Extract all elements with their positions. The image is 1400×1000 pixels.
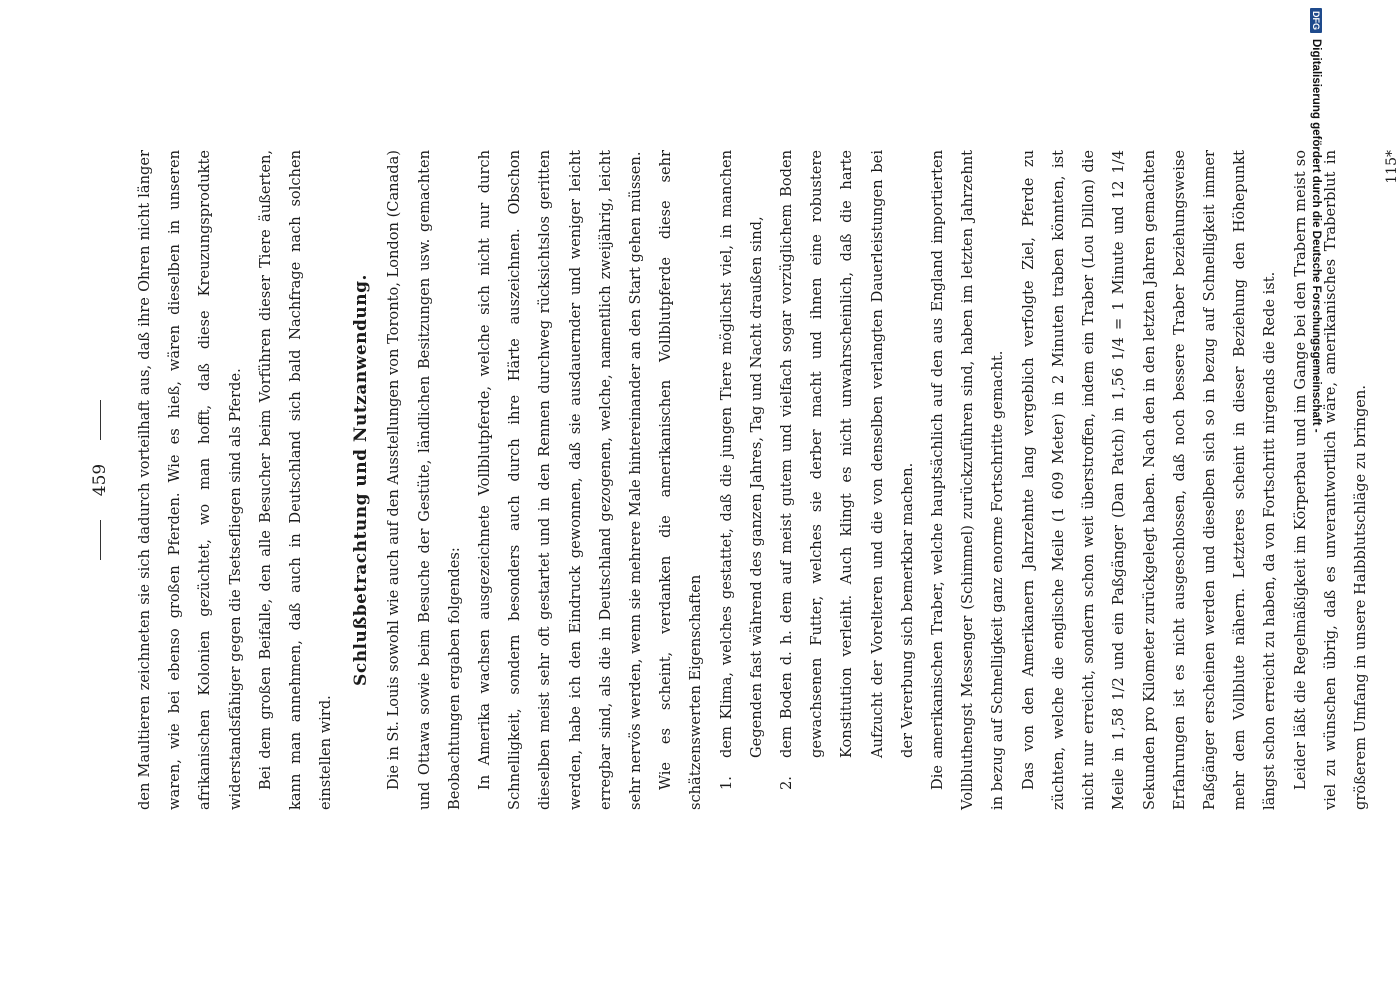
- section-heading: Schlußbetrachtung und Nutzanwendung.: [351, 274, 372, 686]
- list-item: [712, 150, 772, 810]
- page-header: [90, 150, 110, 810]
- credit-text: Digitalisierung gefördert durch die Deutsche Forschungsgemeinschaft -: [1310, 39, 1322, 433]
- header-dash-right: [100, 400, 101, 440]
- paragraph: In Amerika wachsen ausgezeichnete Vollblutpferde, welche sich nicht nur durch Schnelligkeit, sondern besonders auch durch ihre Härte auszeichnen. Obschon dieselben meist sehr oft gestartet und in den Rennen durchweg rücksichtslos geritten werden, habe ich den Eindruck gewonnen, daß sie ausdauernder und weniger leicht erregbar sind, als die in Deutschland gezogenen, welche, namentlich zweijährig, leicht sehr nervös werden, wenn sie mehrere Male hintereinander an den Start gehen müssen.: [476, 150, 645, 810]
- paragraph: Bei dem großen Beifalle, den alle Besucher beim Vorführen dieser Tiere äußerten, kann man annehmen, daß auch in Deutschland sich bald Nachfrage nach solchen einstellen wird.: [256, 150, 335, 810]
- list-item-text: dem Klima, welches gestattet, daß die jungen Tiere möglichst viel, in manchen Gegenden fast während des ganzen Jahres, Tag und Nacht draußen sind,: [717, 150, 765, 758]
- list-item-number: 2.: [778, 776, 796, 790]
- digitization-credit: [1310, 8, 1322, 433]
- paragraph: Leider läßt die Regelmäßigkeit im Körperbau und im Gange bei den Trabern meist so viel zu wünschen übrig, daß es unverantwortlich wäre, amerikanisches Traberblut in größerem Umfang in unsere Halbblutschläge zu bringen.: [1291, 150, 1369, 810]
- paragraph: Das von den Amerikanern Jahrzehnte lang vergeblich verfolgte Ziel, Pferde zu züchten, welche die englische Meile (1 609 Meter) in 2 Minuten traben könnten, ist nicht nur erreicht, sondern schon weit überstroffen, indem ein Traber (Lou Dillon) die Meile in 1,58 1/2 und ein Paßgänger (Dan Patch) in 1,56 1/4 = 1 Minute und 12 1/4 Sekunden pro Kilometer zurückgelegt haben. Nach den in den letzten Jahren gemachten Erfahrungen ist es nicht ausgeschlossen, daß noch bessere Traber beziehungsweise Paßgänger erscheinen werden und dieselben sich so in bezug auf Schnelligkeit immer mehr dem Vollblute nähern. Letzteres scheint in dieser Beziehung den Höhepunkt längst schon erreicht zu haben, da von Fortschritt nirgends die Rede ist.: [1019, 150, 1279, 810]
- list-item: [772, 150, 923, 810]
- paragraph: Die in St. Louis sowohl wie auch auf den Ausstellungen von Toronto, London (Canada) und Ottawa sowie beim Besuche der Gestüte, ländlichen Besitzungen usw. gemachten Beobachtungen ergaben folgendes:: [385, 150, 463, 810]
- header-dash-left: [100, 520, 101, 560]
- page-body: [130, 150, 1400, 810]
- dfg-logo-icon: DFG: [1310, 8, 1322, 33]
- paragraph: Die amerikanischen Traber, welche hauptsächlich auf den aus England importierten Vollbluthengst Messenger (Schimmel) zurückzuführen sind, haben im letzten Jahrzehnt in bezug auf Schnelligkeit ganz enorme Fortschritte gemacht.: [929, 150, 1007, 810]
- page-number: 459: [90, 463, 110, 497]
- paragraph: Wie es scheint, verdanken die amerikanischen Vollblutpferde diese sehr schätzenswerten Eigenschaften: [657, 150, 705, 810]
- paragraph: den Maultieren zeichneten sie sich dadurch vorteilhaft aus, daß ihre Ohren nicht länger waren, wie bei ebenso großen Pferden. Wie es hieß, wären dieselben in unseren afrikanischen Kolonien gezüchtet, wo man hofft, daß diese Kreuzungsprodukte widerstandsfähiger gegen die Tsetsefliegen sind als Pferde.: [136, 150, 244, 810]
- page-signature: 115*: [1384, 150, 1400, 184]
- list-item-number: 1.: [717, 776, 735, 790]
- list-item-text: dem Boden d. h. dem auf meist gutem und vielfach sogar vorzüglichem Boden gewachsenen Futter, welches sie derber macht und ihnen eine robustere Konstitution verleiht. Auch klingt es nicht unwahrscheinlich, daß die harte Aufzucht der Vorelteren und die von denselben verlangten Dauerleistungen bei der Vererbung sich bemerkbar machen.: [778, 150, 916, 758]
